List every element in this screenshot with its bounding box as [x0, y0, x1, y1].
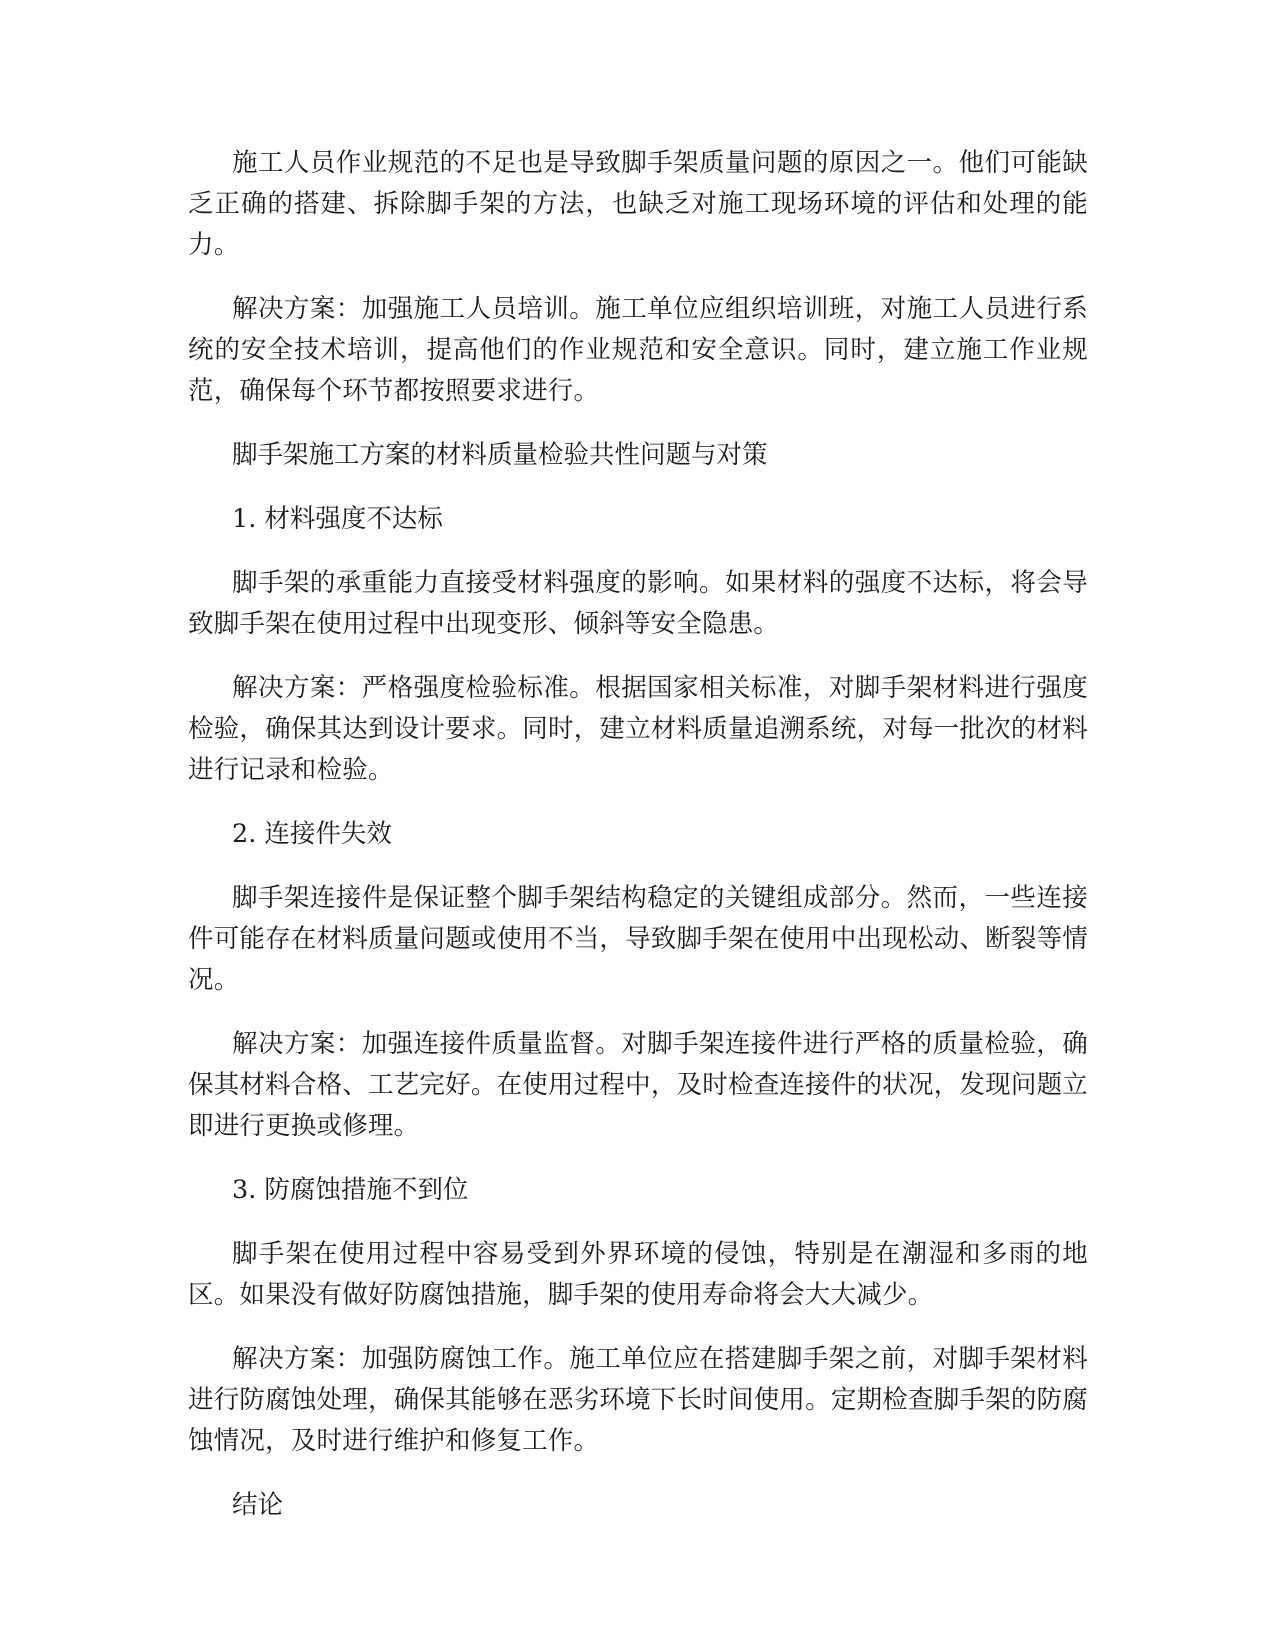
paragraph-material-strength: 脚手架的承重能力直接受材料强度的影响。如果材料的强度不达标，将会导致脚手架在使用过程中出现变形、倾斜等安全隐患。: [188, 568, 1088, 639]
paragraph-connector-solution: 解决方案：加强连接件质量监督。对脚手架连接件进行严格的质量检验，确保其材料合格、工艺完好。在使用过程中，及时检查连接件的状况，发现问题立即进行更换或修理。: [188, 1029, 1088, 1141]
subheading-material-strength: 1. 材料强度不达标: [232, 504, 443, 534]
paragraph-anticorrosion: 脚手架在使用过程中容易受到外界环境的侵蚀，特别是在潮湿和多雨的地区。如果没有做好防腐蚀措施，脚手架的使用寿命将会大大减少。: [188, 1239, 1088, 1310]
section-heading-conclusion: 结论: [232, 1490, 284, 1520]
paragraph-training-solution: 解决方案：加强施工人员培训。施工单位应组织培训班，对施工人员进行系统的安全技术培训，提高他们的作业规范和安全意识。同时，建立施工作业规范，确保每个环节都按照要求进行。: [188, 294, 1088, 406]
paragraph-connector-failure: 脚手架连接件是保证整个脚手架结构稳定的关键组成部分。然而，一些连接件可能存在材料质量问题或使用不当，导致脚手架在使用中出现松动、断裂等情况。: [188, 883, 1088, 995]
paragraph-anticorrosion-solution: 解决方案：加强防腐蚀工作。施工单位应在搭建脚手架之前，对脚手架材料进行防腐蚀处理，确保其能够在恶劣环境下长时间使用。定期检查脚手架的防腐蚀情况，及时进行维护和修复工作。: [188, 1344, 1088, 1456]
paragraph-strength-solution: 解决方案：严格强度检验标准。根据国家相关标准，对脚手架材料进行强度检验，确保其达到设计要求。同时，建立材料质量追溯系统，对每一批次的材料进行记录和检验。: [188, 673, 1088, 785]
subheading-anticorrosion: 3. 防腐蚀措施不到位: [232, 1175, 469, 1205]
subheading-connector-failure: 2. 连接件失效: [232, 819, 392, 849]
paragraph-worker-norms: 施工人员作业规范的不足也是导致脚手架质量问题的原因之一。他们可能缺乏正确的搭建、拆除脚手架的方法，也缺乏对施工现场环境的评估和处理的能力。: [188, 148, 1088, 260]
document-body: [188, 143, 1088, 1549]
section-heading-material-inspection: 脚手架施工方案的材料质量检验共性问题与对策: [232, 440, 768, 470]
